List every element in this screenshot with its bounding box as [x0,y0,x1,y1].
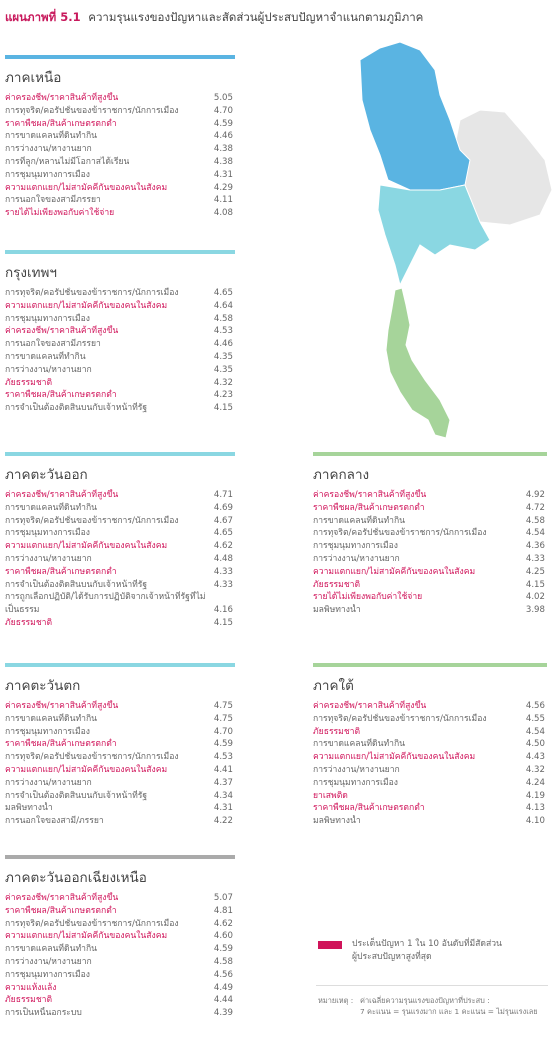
footnote-line1: ค่าเฉลี่ยความรุนแรงของปัญหาที่ประสบ : [360,996,490,1005]
item-value: 4.39 [213,1008,233,1019]
list-item [313,713,547,726]
item-value: 4.53 [213,752,233,763]
item-value: 4.44 [213,995,233,1006]
item-label: ค่าครองชีพ/ราคาสินค้าที่สูงขึ้น [5,490,119,500]
footnote-line2: 7 คะแนน = รุนแรงมาก และ 1 คะแนน = ไม่รุนแรงเลย [360,1007,538,1016]
list-item [5,579,235,592]
region-bar [5,855,235,859]
item-value: 4.48 [213,553,233,564]
item-label: ราคาพืชผล/สินค้าเกษตรตกต่ำ [313,502,425,513]
item-label: การทุจริต/คอรัปชั่นของข้าราชการ/นักการเมือง [5,105,179,116]
item-label: ความแตกแยก/ไม่สามัคคีกันของคนในสังคม [5,764,168,775]
item-label: มลพิษทางน้ำ [5,803,53,814]
list-item [5,502,235,515]
list-item [5,764,235,777]
item-value: 4.19 [525,790,545,801]
list-item [5,566,235,579]
item-label: ความแตกแยก/ไม่สามัคคีกันของคนในสังคม [313,752,476,763]
item-label: ค่าครองชีพ/ราคาสินค้าที่สูงขึ้น [5,701,119,711]
item-value: 4.13 [525,803,545,814]
item-value: 4.70 [213,105,233,116]
legend-text: ประเด็นปัญหา 1 ใน 10 อันดับที่มีสัดส่วนผู้ประสบปัญหาสูงที่สุด [352,939,502,962]
item-label: การขาดแคลนที่ดินทำกิน [5,502,98,513]
list-item [5,943,235,956]
item-value: 4.65 [213,528,233,539]
list-item [313,700,547,713]
list-item [5,617,235,630]
item-label: ภัยธรรมชาติ [313,579,361,590]
item-value: 4.29 [213,182,233,193]
item-label: การทุจริต/คอรัปชั่นของข้าราชการ/นักการเมือง [313,528,487,539]
list-item [5,738,235,751]
item-value: 4.35 [213,364,233,375]
list-item [5,591,235,617]
item-label: การทุจริต/คอรัปชั่นของข้าราชการ/นักการเมือง [5,288,179,298]
item-label: การชุมนุมทางการเมือง [313,541,398,552]
list-item [5,377,235,390]
item-value: 4.56 [525,701,545,711]
item-value: 4.46 [213,339,233,350]
item-label: การนอกใจของสามีภรรยา [5,195,101,206]
item-label: ค่าครองชีพ/ราคาสินค้าที่สูงขึ้น [5,93,119,103]
list-item [5,169,235,182]
list-item [5,364,235,377]
region-name: ภาคตะวันออก [5,467,88,483]
list-item [5,540,235,553]
item-value: 3.98 [525,605,545,616]
region-north [5,55,235,220]
item-label: ความแตกแยก/ไม่สามัคคีกันของคนในสังคม [5,931,168,942]
item-value: 4.24 [525,777,545,788]
list-item [5,905,235,918]
list-item [5,92,235,105]
item-value: 4.33 [213,579,233,590]
item-value: 4.33 [213,566,233,577]
item-value: 4.15 [213,403,233,414]
region-name: ภาคกลาง [313,467,370,483]
item-value: 4.02 [525,592,545,603]
item-value: 4.72 [525,502,545,513]
legend [318,938,502,963]
region-northeast [5,855,235,1020]
list-item [5,325,235,338]
list-item [313,764,547,777]
item-label: ภัยธรรมชาติ [5,377,53,388]
list-item [313,591,547,604]
region-bar [5,452,235,456]
region-name: ภาคตะวันตก [5,678,81,694]
item-value: 4.10 [525,816,545,827]
item-value: 4.23 [213,390,233,401]
item-value: 4.43 [525,752,545,763]
item-value: 4.62 [213,541,233,552]
list-item [5,713,235,726]
item-value: 4.58 [525,515,545,526]
list-item [5,994,235,1007]
item-value: 4.38 [213,144,233,155]
figure-title [5,9,550,27]
item-label: ราคาพืชผล/สินค้าเกษตรตกต่ำ [5,566,117,577]
list-item [5,726,235,739]
item-value: 4.37 [213,777,233,788]
item-value: 4.35 [213,351,233,362]
list-item [5,777,235,790]
item-value: 4.92 [525,490,545,500]
region-name: ภาคใต้ [313,678,354,694]
list-item [5,118,235,131]
item-value: 4.54 [525,528,545,539]
figure-caption: ความรุนแรงของปัญหาและสัดส่วนผู้ประสบปัญหาจำแนกตามภูมิภาค [88,10,424,24]
item-label: ความแตกแยก/ไม่สามัคคีกันของคนในสังคม [5,300,168,311]
list-item [313,815,547,828]
item-label: ราคาพืชผล/สินค้าเกษตรตกต่ำ [5,390,117,401]
item-label: การขาดแคลนที่ดินทำกิน [313,739,406,750]
item-label: การทุจริต/คอรัปชั่นของข้าราชการ/นักการเมือง [5,752,179,763]
list-item [5,527,235,540]
item-value: 4.31 [213,803,233,814]
legend-swatch [318,941,342,949]
item-label: การขาดแคลนที่ดินทำกิน [313,515,406,526]
item-value: 4.32 [525,764,545,775]
item-value: 4.59 [213,739,233,750]
item-value: 5.07 [213,893,233,903]
item-label: การว่างงาน/หางานยาก [5,364,92,375]
item-label: การว่างงาน/หางานยาก [5,144,92,155]
list-item [313,489,547,502]
map-south [386,288,450,438]
item-label: ราคาพืชผล/สินค้าเกษตรตกต่ำ [5,739,117,750]
item-value: 4.11 [213,195,233,206]
item-label: การชุมนุมทางการเมือง [5,313,90,324]
item-label: ค่าครองชีพ/ราคาสินค้าที่สูงขึ้น [313,490,427,500]
item-value: 4.81 [213,905,233,916]
list-item [5,969,235,982]
list-item [5,790,235,803]
item-value: 4.65 [213,288,233,298]
list-item [313,502,547,515]
item-label: การว่างงาน/หางานยาก [5,553,92,564]
item-label: การว่างงาน/หางานยาก [5,956,92,967]
item-label: การชุมนุมทางการเมือง [5,528,90,539]
list-item [5,802,235,815]
item-label: ราคาพืชผล/สินค้าเกษตรตกต่ำ [5,905,117,916]
item-label: ภัยธรรมชาติ [5,617,53,628]
item-value: 4.53 [213,326,233,337]
list-item [313,790,547,803]
list-item [313,604,547,617]
list-item [313,566,547,579]
list-item [5,402,235,415]
item-label: ราคาพืชผล/สินค้าเกษตรตกต่ำ [313,803,425,814]
list-item [5,287,235,300]
divider [316,985,548,986]
region-name: ภาคเหนือ [5,70,62,86]
item-label: การเป็นหนี้นอกระบบ [5,1008,82,1019]
item-value: 4.70 [213,726,233,737]
list-item [5,982,235,995]
list-item [313,751,547,764]
item-label: การชุมนุมทางการเมือง [5,169,90,180]
item-value: 4.75 [213,701,233,711]
item-label: การนอกใจของสามี/ภรรยา [5,816,104,827]
item-label: รายได้ไม่เพียงพอกับค่าใช้จ่าย [5,208,115,219]
item-label: การจำเป็นต้องติดสินบนกับเจ้าหน้าที่รัฐ [5,403,148,414]
list-item [5,143,235,156]
region-west [5,663,235,828]
item-value: 4.75 [213,713,233,724]
list-item [5,930,235,943]
item-value: 4.56 [213,969,233,980]
region-east [5,452,235,630]
item-value: 4.15 [525,579,545,590]
item-label: ความแตกแยก/ไม่สามัคคีกันของคนในสังคม [313,566,476,577]
list-item [5,313,235,326]
list-item [313,777,547,790]
item-label: มลพิษทางน้ำ [313,816,361,827]
list-item [5,815,235,828]
item-value: 4.60 [213,931,233,942]
thailand-regions-map-icon [340,40,552,450]
region-bar [5,250,235,254]
region-south [313,663,547,828]
item-value: 4.38 [213,156,233,167]
item-value: 4.64 [213,300,233,311]
item-value: 5.05 [213,93,233,103]
item-label: ค่าครองชีพ/ราคาสินค้าที่สูงขึ้น [5,326,119,337]
list-item [5,351,235,364]
list-item [5,389,235,402]
item-value: 4.50 [525,739,545,750]
list-item [313,579,547,592]
list-item [5,918,235,931]
item-value: 4.33 [525,553,545,564]
item-value: 4.58 [213,956,233,967]
list-item [5,194,235,207]
figure-label: แผนภาพที่ 5.1 [5,10,81,24]
item-value: 4.36 [525,541,545,552]
item-label: ความแห้งแล้ง [5,982,57,993]
list-item [313,553,547,566]
region-name: กรุงเทพฯ [5,265,58,281]
list-item [313,802,547,815]
list-item [5,553,235,566]
item-label: ค่าครองชีพ/ราคาสินค้าที่สูงขึ้น [5,893,119,903]
item-label: การทุจริต/คอรัปชั่นของข้าราชการ/นักการเมือง [5,515,179,526]
item-value: 4.22 [213,816,233,827]
item-value: 4.67 [213,515,233,526]
item-label: ความแตกแยก/ไม่สามัคคีกันของคนในสังคม [5,182,168,193]
item-label: การขาดแคลนที่ทำกิน [5,351,86,362]
item-value: 4.59 [213,118,233,129]
item-value: 4.62 [213,918,233,929]
item-label: ค่าครองชีพ/ราคาสินค้าที่สูงขึ้น [313,701,427,711]
item-label: การขาดแคลนที่ดินทำกิน [5,944,98,955]
list-item [5,700,235,713]
item-label: การถูกเลือกปฏิบัติ/ได้รับการปฏิบัติจากเจ้าหน้าที่รัฐที่ไม่เป็นธรรม [5,592,206,616]
item-label: การทุจริต/คอรัปชั่นของข้าราชการ/นักการเมือง [313,713,487,724]
item-label: มลพิษทางน้ำ [313,605,361,616]
item-label: การชุมนุมทางการเมือง [313,777,398,788]
item-label: การชุมนุมทางการเมือง [5,969,90,980]
list-item [5,207,235,220]
item-value: 4.34 [213,790,233,801]
list-item [5,892,235,905]
list-item [5,156,235,169]
item-value: 4.54 [525,726,545,737]
list-item [313,515,547,528]
item-value: 4.46 [213,131,233,142]
region-bar [313,663,547,667]
item-value: 4.55 [525,713,545,724]
list-item [5,489,235,502]
item-value: 4.08 [213,208,233,219]
item-label: การที่ลูก/หลานไม่มีโอกาสได้เรียน [5,156,130,167]
item-value: 4.49 [213,982,233,993]
item-label: ความแตกแยก/ไม่สามัคคีกันของคนในสังคม [5,541,168,552]
region-central [313,452,547,617]
item-value: 4.16 [213,605,233,616]
map-north [360,42,470,190]
list-item [5,1007,235,1020]
list-item [313,738,547,751]
list-item [5,956,235,969]
list-item [5,515,235,528]
list-item [313,540,547,553]
list-item [5,300,235,313]
item-label: ราคาพืชผล/สินค้าเกษตรตกต่ำ [5,118,117,129]
item-value: 4.15 [213,617,233,628]
region-bar [5,55,235,59]
item-label: การว่างงาน/หางานยาก [5,777,92,788]
item-value: 4.25 [525,566,545,577]
item-value: 4.69 [213,502,233,513]
item-value: 4.32 [213,377,233,388]
region-bangkok [5,250,235,415]
item-label: ภัยธรรมชาติ [5,995,53,1006]
item-value: 4.41 [213,764,233,775]
list-item [5,751,235,764]
footnote [318,995,538,1017]
item-label: การว่างงาน/หางานยาก [313,764,400,775]
list-item [5,105,235,118]
list-item [313,726,547,739]
list-item [5,338,235,351]
item-label: การขาดแคลนที่ดินทำกิน [5,131,98,142]
item-label: ภัยธรรมชาติ [313,726,361,737]
item-label: การจำเป็นต้องติดสินบนกับเจ้าหน้าที่รัฐ [5,579,148,590]
item-label: การว่างงาน/หางานยาก [313,553,400,564]
footnote-label: หมายเหตุ : [318,996,354,1005]
item-label: รายได้ไม่เพียงพอกับค่าใช้จ่าย [313,592,423,603]
list-item [313,527,547,540]
item-value: 4.71 [213,490,233,500]
item-label: การขาดแคลนที่ดินทำกิน [5,713,98,724]
item-value: 4.59 [213,944,233,955]
item-label: การนอกใจของสามีภรรยา [5,339,101,350]
item-label: ยาเสพติด [313,790,348,801]
region-bar [5,663,235,667]
item-value: 4.31 [213,169,233,180]
region-name: ภาคตะวันออกเฉียงเหนือ [5,870,147,886]
item-label: การชุมนุมทางการเมือง [5,726,90,737]
item-label: การจำเป็นต้องติดสินบนกับเจ้าหน้าที่รัฐ [5,790,148,801]
item-label: การทุจริต/คอรัปชั่นของข้าราชการ/นักการเมือง [5,918,179,929]
item-value: 4.58 [213,313,233,324]
region-bar [313,452,547,456]
list-item [5,182,235,195]
list-item [5,130,235,143]
